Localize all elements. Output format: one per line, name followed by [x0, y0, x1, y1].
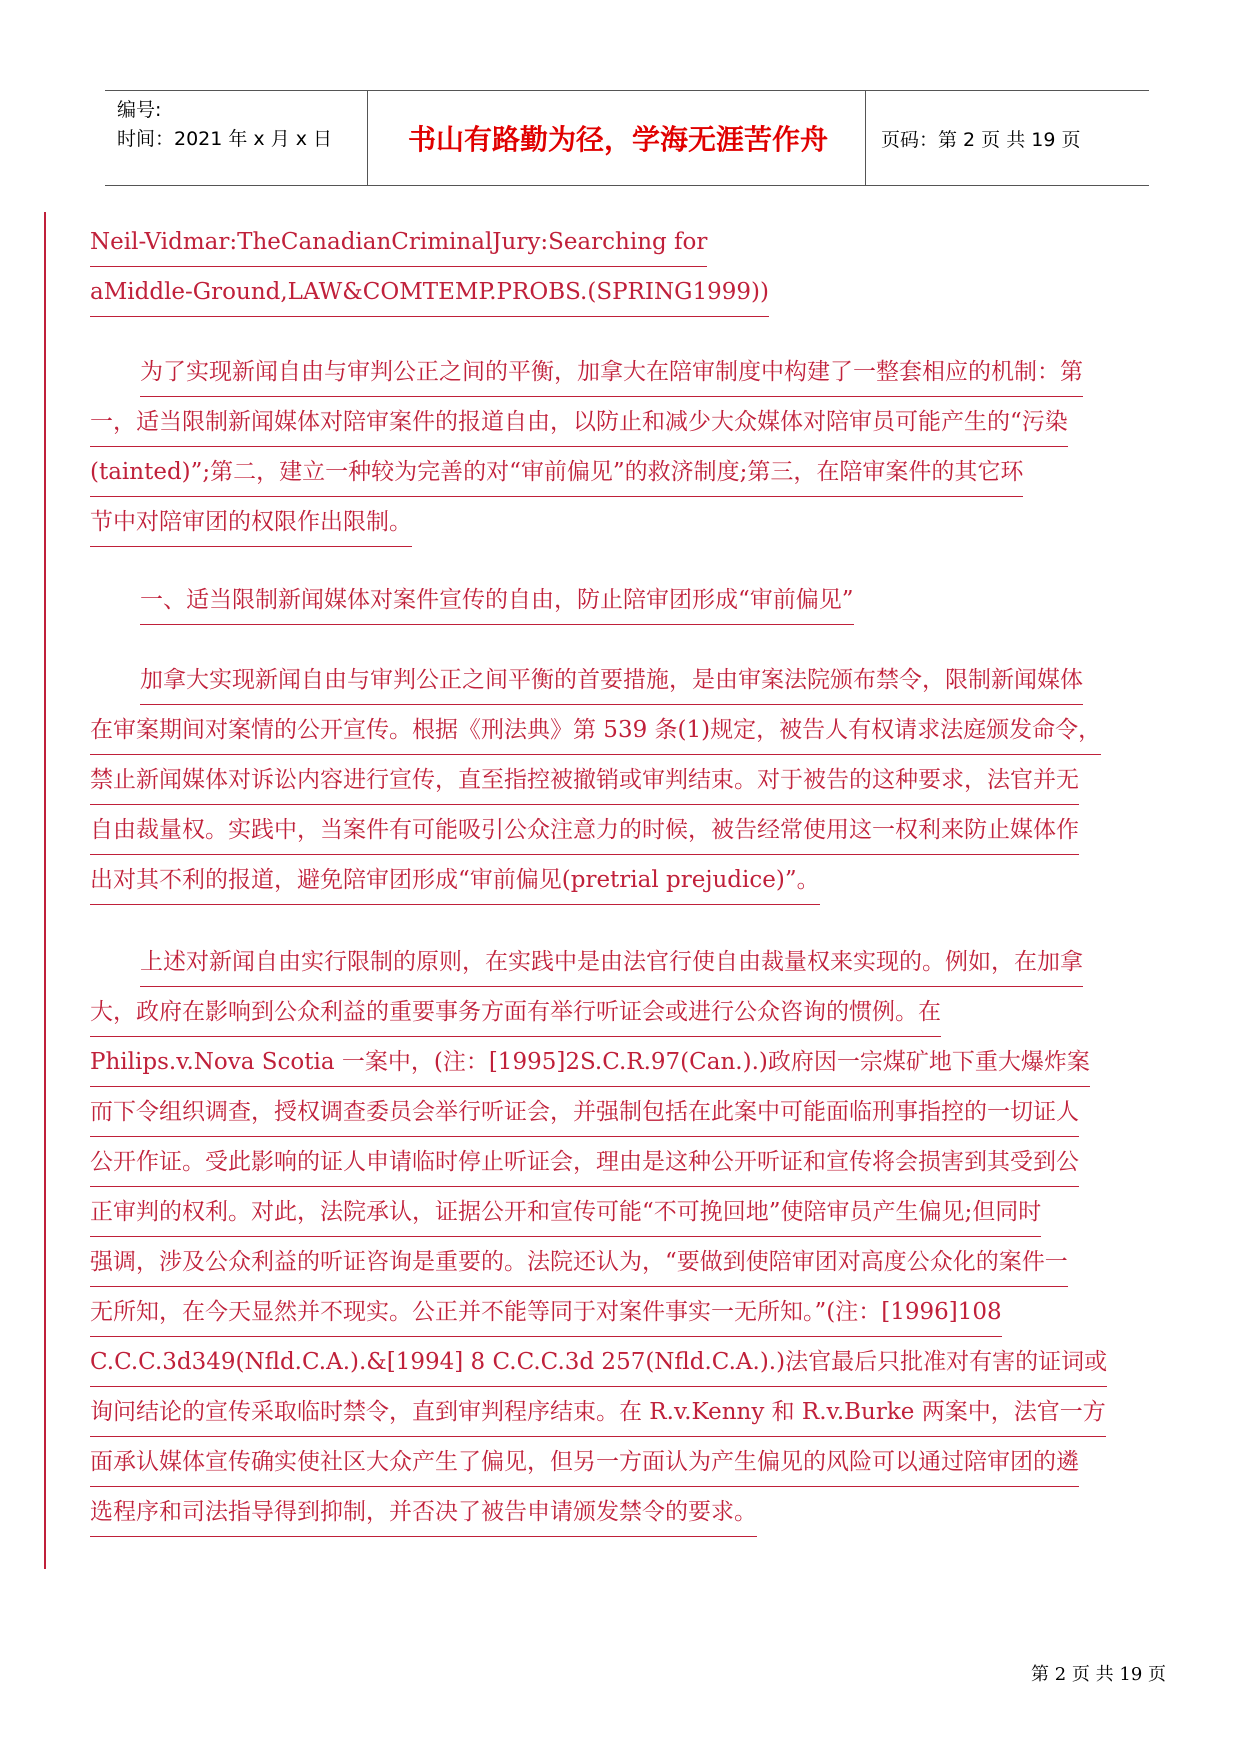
body-line[interactable]: 无所知，在今天显然并不现实。公正并不能等同于对案件事实一无所知。”(注：[1996]108	[90, 1292, 1002, 1337]
body-line[interactable]: 询问结论的宣传采取临时禁令，直到审判程序结束。在 R.v.Kenny 和 R.v.Burke 两案中，法官一方	[90, 1392, 1106, 1437]
body-line[interactable]: 强调，涉及公众利益的听证咨询是重要的。法院还认为，“要做到使陪审团对高度公众化的案件一	[90, 1242, 1068, 1287]
body-line[interactable]: 禁止新闻媒体对诉讼内容进行宣传，直至指控被撤销或审判结束。对于被告的这种要求，法官并无	[90, 760, 1079, 805]
body-line[interactable]: 面承认媒体宣传确实使社区大众产生了偏见，但另一方面认为产生偏见的风险可以通过陪审团的遴	[90, 1442, 1079, 1487]
header-info	[117, 91, 367, 185]
page-footer: 第 2 页 共 19 页	[1031, 1664, 1166, 1685]
body-line[interactable]: 正审判的权利。对此，法院承认，证据公开和宣传可能“不可挽回地”使陪审员产生偏见;但同时	[90, 1192, 1041, 1237]
body-line[interactable]: 选程序和司法指导得到抑制，并否决了被告申请颁发禁令的要求。	[90, 1492, 757, 1537]
page-label: 页码：第 2 页 共 19 页	[881, 128, 1081, 151]
section-heading[interactable]: 一、适当限制新闻媒体对案件宣传的自由，防止陪审团形成“审前偏见”	[140, 580, 854, 625]
header-divider	[367, 91, 368, 185]
time-label: 时间：2021 年 x 月 x 日	[117, 128, 333, 150]
body-line[interactable]: 公开作证。受此影响的证人申请临时停止听证会，理由是这种公开听证和宣传将会损害到其受到公	[90, 1142, 1079, 1187]
body-line[interactable]: C.C.C.3d349(Nfld.C.A.).&[1994] 8 C.C.C.3d 257(Nfld.C.A.).)法官最后只批准对有害的证词或	[90, 1342, 1107, 1387]
body-line[interactable]: 加拿大实现新闻自由与审判公正之间平衡的首要措施，是由审案法院颁布禁令，限制新闻媒体	[140, 660, 1083, 705]
body-line[interactable]: 节中对陪审团的权限作出限制。	[90, 502, 412, 547]
body-line[interactable]: (tainted)”;第二，建立一种较为完善的对“审前偏见”的救济制度;第三，在陪审案件的其它环	[90, 452, 1023, 497]
body-line[interactable]: 在审案期间对案情的公开宣传。根据《刑法典》第 539 条(1)规定，被告人有权请求法庭颁发命令，	[90, 710, 1101, 755]
body-line[interactable]: 而下令组织调查，授权调查委员会举行听证会，并强制包括在此案中可能面临刑事指控的一切证人	[90, 1092, 1079, 1137]
body-line[interactable]: Philips.v.Nova Scotia 一案中，(注：[1995]2S.C.R.97(Can.).)政府因一宗煤矿地下重大爆炸案	[90, 1042, 1090, 1087]
body-line[interactable]: 出对其不利的报道，避免陪审团形成“审前偏见(pretrial prejudice)”。	[90, 860, 820, 905]
body-line[interactable]: 大，政府在影响到公众利益的重要事务方面有举行听证会或进行公众咨询的惯例。在	[90, 992, 941, 1037]
citation-line[interactable]: Neil-Vidmar:TheCanadianCriminalJury:Searching for	[90, 222, 707, 267]
header-table	[105, 90, 1149, 186]
header-motto: 书山有路勤为径，学海无涯苦作舟	[407, 123, 828, 156]
citation-line[interactable]: aMiddle-Ground,LAW&COMTEMP.PROBS.(SPRING1999))	[90, 272, 769, 317]
revision-bar	[44, 212, 46, 1569]
body-line[interactable]: 自由裁量权。实践中，当案件有可能吸引公众注意力的时候，被告经常使用这一权利来防止媒体作	[90, 810, 1079, 855]
body-line[interactable]: 为了实现新闻自由与审判公正之间的平衡，加拿大在陪审制度中构建了一整套相应的机制：第	[140, 352, 1083, 397]
header-divider	[865, 91, 866, 185]
body-line[interactable]: 一，适当限制新闻媒体对陪审案件的报道自由，以防止和减少大众媒体对陪审员可能产生的“污染	[90, 402, 1068, 447]
number-label: 编号:	[117, 99, 162, 121]
body-line[interactable]: 上述对新闻自由实行限制的原则，在实践中是由法官行使自由裁量权来实现的。例如，在加拿	[140, 942, 1083, 987]
